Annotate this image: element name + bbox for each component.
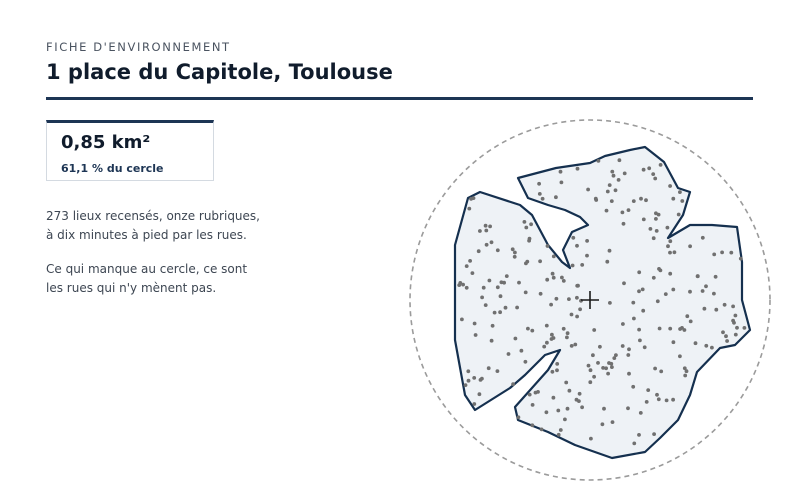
description-paragraph <box>46 260 306 298</box>
poi-dot <box>626 406 630 410</box>
poi-dot <box>696 274 700 278</box>
poi-dot <box>652 276 656 280</box>
poi-dot <box>618 158 622 162</box>
poi-dot <box>627 347 631 351</box>
environment-eyebrow: FICHE D'ENVIRONNEMENT <box>46 40 231 54</box>
poi-dot <box>701 236 705 240</box>
poi-dot <box>598 345 602 349</box>
poi-dot <box>671 197 675 201</box>
poi-dot <box>651 172 655 176</box>
poi-dot <box>683 374 687 378</box>
poi-dot <box>478 229 482 233</box>
poi-dot <box>597 159 601 163</box>
poi-dot <box>710 346 714 350</box>
poi-dot <box>517 281 521 285</box>
poi-dot <box>559 428 563 432</box>
poi-dot <box>631 301 635 305</box>
poi-dot <box>646 388 650 392</box>
poi-dot <box>496 285 500 289</box>
poi-dot <box>517 415 521 419</box>
poi-dot <box>570 313 574 317</box>
poi-dot <box>605 260 609 264</box>
poi-dot <box>578 392 582 396</box>
poi-dot <box>559 170 563 174</box>
poi-dot <box>627 372 631 376</box>
poi-dot <box>614 353 618 357</box>
circle-coverage: 61,1 % du cercle <box>61 162 164 175</box>
poi-dot <box>659 163 663 167</box>
poi-dot <box>539 292 543 296</box>
poi-dot <box>645 400 649 404</box>
poi-dot <box>589 368 593 372</box>
poi-dot <box>464 383 468 387</box>
poi-dot <box>643 345 647 349</box>
poi-dot <box>656 299 660 303</box>
title-rule <box>46 97 753 100</box>
poi-dot <box>575 244 579 248</box>
poi-dot <box>588 380 592 384</box>
poi-dot <box>460 318 464 322</box>
poi-dot <box>555 297 559 301</box>
poi-dot <box>664 292 668 296</box>
poi-dot <box>570 344 574 348</box>
poi-dot <box>552 396 556 400</box>
poi-dot <box>493 311 497 315</box>
area-value: 0,85 km² <box>61 132 151 153</box>
poi-dot <box>654 217 658 221</box>
poi-dot <box>592 375 596 379</box>
poi-dot <box>562 327 566 331</box>
description-paragraph <box>46 207 306 245</box>
poi-dot <box>482 286 486 290</box>
poi-dot <box>571 236 575 240</box>
poi-dot <box>529 222 533 226</box>
poi-dot <box>621 211 625 215</box>
poi-dot <box>490 240 494 244</box>
poi-dot <box>468 259 472 263</box>
poi-dot <box>606 372 610 376</box>
poi-dot <box>614 188 618 192</box>
poi-dot <box>721 330 725 334</box>
poi-dot <box>465 264 469 268</box>
poi-dot <box>496 248 500 252</box>
poi-dot <box>605 209 609 213</box>
poi-dot <box>601 366 605 370</box>
poi-dot <box>649 227 653 231</box>
poi-dot <box>617 178 621 182</box>
poi-dot <box>632 317 636 321</box>
poi-dot <box>714 275 718 279</box>
poi-dot <box>621 322 625 326</box>
poi-dot <box>499 294 503 298</box>
poi-dot <box>729 251 733 255</box>
poi-dot <box>523 220 527 224</box>
poi-dot <box>621 344 625 348</box>
poi-dot <box>654 211 658 215</box>
poi-dot <box>504 306 508 310</box>
poi-dot <box>587 364 591 368</box>
poi-dot <box>735 326 739 330</box>
poi-dot <box>585 239 589 243</box>
poi-dot <box>610 170 614 174</box>
poi-dot <box>680 199 684 203</box>
poi-dot <box>472 376 476 380</box>
poi-dot <box>524 226 528 230</box>
poi-dot <box>580 263 584 267</box>
poi-dot <box>666 226 670 230</box>
poi-dot <box>487 366 491 370</box>
poi-dot <box>542 345 546 349</box>
poi-dot <box>545 324 549 328</box>
poi-dot <box>688 244 692 248</box>
poi-dot <box>725 339 729 343</box>
poi-dot <box>666 244 670 248</box>
poi-dot <box>724 334 728 338</box>
poi-dot <box>562 279 566 283</box>
poi-dot <box>734 314 738 318</box>
poi-dot <box>622 281 626 285</box>
poi-dot <box>668 251 672 255</box>
description-line: les rues qui n'y mènent pas. <box>46 281 217 295</box>
poi-dot <box>642 218 646 222</box>
poi-dot <box>637 289 641 293</box>
poi-dot <box>610 365 614 369</box>
poi-dot <box>642 168 646 172</box>
poi-dot <box>632 199 636 203</box>
poi-dot <box>653 367 657 371</box>
poi-dot <box>668 327 672 331</box>
poi-dot <box>657 267 661 271</box>
poi-dot <box>560 181 564 185</box>
poi-dot <box>652 236 656 240</box>
poi-dot <box>566 331 570 335</box>
poi-dot <box>552 255 556 259</box>
poi-dot <box>563 418 567 422</box>
poi-dot <box>712 253 716 257</box>
poi-dot <box>507 352 511 356</box>
poi-dot <box>571 264 575 268</box>
poi-dot <box>683 328 687 332</box>
poi-dot <box>611 420 615 424</box>
poi-dot <box>578 307 582 311</box>
poi-dot <box>575 296 579 300</box>
poi-dot <box>586 188 590 192</box>
poi-dot <box>552 276 556 280</box>
poi-dot <box>502 281 506 285</box>
poi-dot <box>688 290 692 294</box>
walkable-area <box>455 147 750 458</box>
poi-dot <box>601 422 605 426</box>
poi-dot <box>637 270 641 274</box>
poi-dot <box>577 399 581 403</box>
poi-dot <box>704 284 708 288</box>
poi-dot <box>612 174 616 178</box>
description-line: 273 lieux recensés, onze rubriques, <box>46 209 260 223</box>
poi-dot <box>527 239 531 243</box>
poi-dot <box>474 333 478 337</box>
poi-dot <box>557 433 561 437</box>
poi-dot <box>714 308 718 312</box>
poi-dot <box>538 259 542 263</box>
poi-dot <box>639 411 643 415</box>
poi-dot <box>488 225 492 229</box>
poi-dot <box>467 207 471 211</box>
poi-dot <box>594 198 598 202</box>
poi-dot <box>550 333 554 337</box>
poi-dot <box>465 286 469 290</box>
poi-dot <box>701 289 705 293</box>
poi-dot <box>524 360 528 364</box>
poi-dot <box>665 399 669 403</box>
poi-dot <box>644 198 648 202</box>
poi-dot <box>513 255 517 259</box>
poi-dot <box>631 385 635 389</box>
poi-dot <box>551 272 555 276</box>
poi-dot <box>467 379 471 383</box>
poi-dot <box>592 328 596 332</box>
poi-dot <box>576 284 580 288</box>
poi-dot <box>712 292 716 296</box>
poi-dot <box>477 249 481 253</box>
poi-dot <box>484 229 488 233</box>
page-title: 1 place du Capitole, Toulouse <box>46 60 393 84</box>
poi-dot <box>525 260 529 264</box>
poi-dot <box>704 344 708 348</box>
poi-dot <box>564 381 568 385</box>
poi-dot <box>505 274 509 278</box>
poi-dot <box>479 378 483 382</box>
poi-dot <box>514 337 518 341</box>
poi-dot <box>490 339 494 343</box>
poi-dot <box>511 382 515 386</box>
poi-dot <box>566 407 570 411</box>
poi-dot <box>626 353 630 357</box>
poi-dot <box>513 251 517 255</box>
poi-dot <box>576 167 580 171</box>
poi-dot <box>653 177 657 181</box>
poi-dot <box>554 195 558 199</box>
area-stat-card <box>46 120 214 181</box>
poi-dot <box>632 442 636 446</box>
poi-dot <box>538 192 542 196</box>
poi-dot <box>689 320 693 324</box>
description-line: à dix minutes à pied par les rues. <box>46 228 247 242</box>
poi-dot <box>537 182 541 186</box>
poi-dot <box>678 354 682 358</box>
poi-dot <box>637 433 641 437</box>
poi-dot <box>672 340 676 344</box>
poi-dot <box>627 208 631 212</box>
poi-dot <box>743 326 747 330</box>
poi-dot <box>641 309 645 313</box>
poi-dot <box>606 190 610 194</box>
poi-dot <box>731 305 735 309</box>
poi-dot <box>580 405 584 409</box>
poi-dot <box>488 279 492 283</box>
poi-dot <box>731 319 735 323</box>
poi-dot <box>589 437 593 441</box>
poi-dot <box>585 254 589 258</box>
poi-dot <box>540 428 544 432</box>
poi-dot <box>466 369 470 373</box>
poi-dot <box>536 390 540 394</box>
poi-dot <box>530 329 534 333</box>
poi-dot <box>472 402 476 406</box>
poi-dot <box>575 315 579 319</box>
poi-dot <box>623 172 627 176</box>
poi-dot <box>498 310 502 314</box>
poi-dot <box>655 393 659 397</box>
poi-dot <box>531 403 535 407</box>
poi-dot <box>671 398 675 402</box>
poi-dot <box>530 423 534 427</box>
poi-dot <box>515 306 519 310</box>
poi-dot <box>565 336 569 340</box>
poi-dot <box>673 250 677 254</box>
poi-dot <box>608 183 612 187</box>
poi-dot <box>641 288 645 292</box>
poi-dot <box>560 276 564 280</box>
poi-dot <box>610 199 614 203</box>
poi-dot <box>608 249 612 253</box>
poi-dot <box>608 301 612 305</box>
poi-dot <box>739 257 743 261</box>
poi-dot <box>658 327 662 331</box>
poi-dot <box>657 397 661 401</box>
poi-dot <box>541 197 545 201</box>
poi-dot <box>694 341 698 345</box>
poi-dot <box>668 272 672 276</box>
poi-dot <box>703 307 707 311</box>
poi-dot <box>555 368 559 372</box>
poi-dot <box>671 288 675 292</box>
poi-dot <box>655 229 659 233</box>
poi-dot <box>545 278 549 282</box>
poi-dot <box>659 370 663 374</box>
poi-dot <box>677 213 681 217</box>
poi-dot <box>480 296 484 300</box>
poi-dot <box>478 392 482 396</box>
poi-dot <box>458 281 462 285</box>
poi-dot <box>496 369 500 373</box>
poi-dot <box>520 349 524 353</box>
poi-dot <box>622 222 626 226</box>
poi-dot <box>723 303 727 307</box>
poi-dot <box>545 341 549 345</box>
poi-dot <box>528 393 532 397</box>
poi-dot <box>678 190 682 194</box>
poi-dot <box>668 184 672 188</box>
poi-dot <box>568 389 572 393</box>
poi-dot <box>637 328 641 332</box>
description-line: Ce qui manque au cercle, ce sont <box>46 262 248 276</box>
poi-dot <box>552 336 556 340</box>
poi-dot <box>647 166 651 170</box>
poi-dot <box>555 362 559 366</box>
poi-dot <box>609 362 613 366</box>
poi-dot <box>638 339 642 343</box>
poi-dot <box>639 197 643 201</box>
poi-dot <box>549 303 553 307</box>
poi-dot <box>556 409 560 413</box>
poi-dot <box>484 303 488 307</box>
poi-dot <box>524 291 528 295</box>
poi-dot <box>485 243 489 247</box>
poi-dot <box>720 251 724 255</box>
poi-dot <box>484 224 488 228</box>
poi-dot <box>526 327 530 331</box>
poi-dot <box>683 366 687 370</box>
poi-dot <box>511 247 515 251</box>
poi-dot <box>473 322 477 326</box>
poi-dot <box>491 324 495 328</box>
poi-dot <box>567 297 571 301</box>
poi-dot <box>734 333 738 337</box>
poi-dot <box>545 410 549 414</box>
poi-dot <box>668 239 672 243</box>
poi-dot <box>596 361 600 365</box>
poi-dot <box>551 370 555 374</box>
poi-dot <box>472 196 476 200</box>
poi-dot <box>652 432 656 436</box>
poi-dot <box>471 271 475 275</box>
poi-dot <box>591 353 595 357</box>
poi-dot <box>546 244 550 248</box>
poi-dot <box>573 343 577 347</box>
poi-dot <box>685 314 689 318</box>
isochrone-map <box>400 110 780 490</box>
poi-dot <box>602 407 606 411</box>
